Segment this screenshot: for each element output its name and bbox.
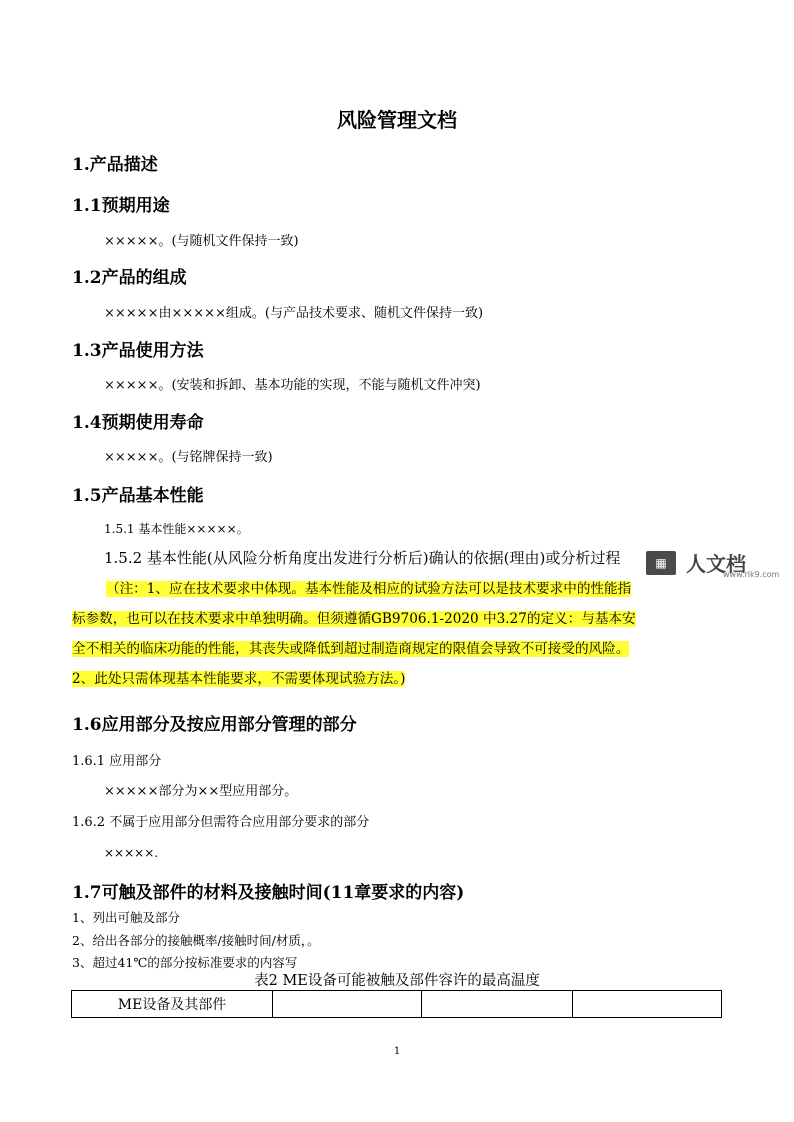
watermark-icon: ▦ bbox=[646, 551, 676, 575]
applied-parts-1-6-2: 1.6.2 不属于应用部分但需符合应用部分要求的部分 bbox=[72, 815, 370, 830]
list-item: 3、超过41℃的部分按标准要求的内容写 bbox=[72, 955, 298, 970]
heading-basic-performance: 1.5产品基本性能 bbox=[72, 486, 204, 506]
applied-parts-text: ×××××部分为××型应用部分。 bbox=[104, 784, 298, 799]
basic-performance-1-5-1: 1.5.1 基本性能×××××。 bbox=[104, 522, 249, 536]
table-cell bbox=[422, 991, 572, 1018]
non-applied-parts-text: ×××××. bbox=[104, 846, 159, 860]
table-caption: 表2 ME设备可能被触及部件容许的最高温度 bbox=[254, 973, 540, 989]
heading-product-composition: 1.2产品的组成 bbox=[72, 268, 187, 288]
watermark-text: 人文档 bbox=[686, 552, 746, 576]
document-title: 风险管理文档 bbox=[337, 108, 457, 132]
heading-accessible-parts: 1.7可触及部件的材料及接触时间(11章要求的内容) bbox=[72, 883, 465, 903]
heading-applied-parts: 1.6应用部分及按应用部分管理的部分 bbox=[72, 715, 357, 735]
heading-intended-use: 1.1预期用途 bbox=[72, 196, 170, 216]
table-row bbox=[72, 991, 722, 1018]
heading-usage-method: 1.3产品使用方法 bbox=[72, 341, 204, 361]
note-line-1: （注：1、应在技术要求中体现。基本性能及相应的试验方法可以是技术要求中的性能指 bbox=[106, 581, 632, 597]
note-block bbox=[72, 574, 636, 694]
basic-performance-1-5-2: 1.5.2 基本性能(从风险分析角度出发进行分析后)确认的依据(理由)或分析过程 bbox=[104, 549, 621, 567]
heading-product-description: 1.产品描述 bbox=[72, 155, 158, 175]
applied-parts-1-6-1: 1.6.1 应用部分 bbox=[72, 754, 162, 769]
product-composition-text: ×××××由×××××组成。(与产品技术要求、随机文件保持一致) bbox=[104, 306, 484, 321]
watermark-logo bbox=[646, 548, 780, 579]
note-line-2: 标参数，也可以在技术要求中单独明确。但须遵循GB9706.1-2020 中3.27的定义：与基本安 bbox=[72, 611, 636, 627]
intended-use-text: ×××××。(与随机文件保持一致) bbox=[104, 234, 299, 249]
heading-service-life: 1.4预期使用寿命 bbox=[72, 413, 204, 433]
table-cell bbox=[273, 991, 422, 1018]
page-number: 1 bbox=[393, 1046, 401, 1057]
watermark-url: www.rlk9.com bbox=[723, 570, 780, 579]
usage-method-text: ×××××。(安装和拆卸、基本功能的实现，不能与随机文件冲突) bbox=[104, 378, 481, 393]
temperature-table bbox=[71, 990, 722, 1018]
list-item: 2、给出各部分的接触概率/接触时间/材质，。 bbox=[72, 933, 320, 948]
note-line-4: 2、此处只需体现基本性能要求，不需要体现试验方法。) bbox=[72, 671, 406, 687]
table-cell: ME设备及其部件 bbox=[72, 991, 273, 1018]
service-life-text: ×××××。(与铭牌保持一致) bbox=[104, 450, 273, 465]
table-cell bbox=[572, 991, 721, 1018]
list-item: 1、列出可触及部分 bbox=[72, 910, 180, 925]
note-line-3: 全不相关的临床功能的性能，其丧失或降低到超过制造商规定的限值会导致不可接受的风险。 bbox=[72, 641, 630, 657]
